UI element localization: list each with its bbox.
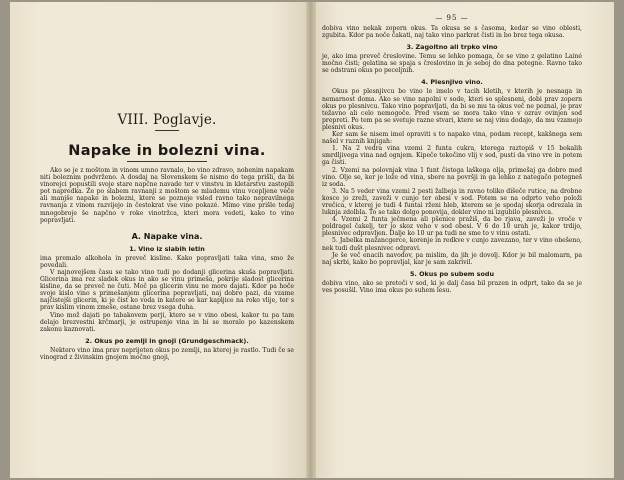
chapter-rule [155,130,179,131]
recipe-2: 2. Vzemi na polovnjak vina 1 funt čistega laškega olja, primešaj ga dobro med vino. Olje se, ker je lože od vina, sbere na površji in ga lehko z nategačo potegneš iz soda. [322,166,582,188]
recipe-4: 4. Vzemi 2 funta ječmena ali pšenice pražiš, da bo rjava, zaveži jo vroče v poldragel čakelj, ter jo skoz veho v sod obesi. V 6 do 10 urah je, kakor trdijo, plesnivec odpravljen. Dalje ko 10 ur pa tudi ne sme to v vinu ostati. [322,216,582,238]
paragraph-5: je, ako ima preveč čreslovine. Temu se lehko pomaga, če se vino z gelatino Lainé močno čisti; gelatina se spaja s čreslovino in je seboj do dna potegne. Ravno tako se odstrani okus po peceljnih. [322,53,582,75]
subheading-1: 1. Vino iz slabih letin [129,244,205,253]
book-gutter [306,2,316,478]
paragraph-4: Nektero vino ima prav neprijeten okus po zemlji, na kterej je rastlo. Tudi če se vinograd z živinskim gnojem močno gnoji, [40,346,294,361]
paragraph-6: Okus po plesnjivcu bo vino le imelo v tacih kletih, v kterih je nesnaga in nemarnost doma. Ako se vino napolni v sode, kteri so splesneni, dobi prav zopern okus po plesnivcu. Tako vino popravljati, da bi se mu ta okus več ne poznal, je prav težavno ali celo nemogoče. Pred vsem se mora tako vino v ozrav ovinjen sod prepreti. Po tem pa se svetuje razne stvari, ktere se naj vinu dodajo, da mu vzamejo plesnivi okus. [322,88,582,131]
recipe-5: 5. Jabelka mažancgerce, korenje in redkve v cunjo zavezano, ter v vino obešeno, nek tudi dušt plesnivec odpravi. [322,237,582,252]
paragraph-7: Ker sam še nisem imel opraviti s to napako vina, podam recept, kakšnega sem našel v raznih knjigah: [322,131,582,146]
subheading-2: 2. Okus po zemlji in gnoji (Grundgeschmack). [85,336,249,345]
section-heading-a: A. Napake vina. [131,231,203,241]
intro-paragraph: Ako se je z moštom in vinom umno ravnalo, bo vino zdravo, nobenim napakam niti boleznim podvrženo. A dosdaj na Slovenskem še nismo do tega prišli, da bi vinorejci popustili svoje stare napčne navade ter v vinstvu in kletarstvu zastopili pot napredka. Že po slabem ravnanji z moštom se mlademu vinu vcepljene veče ali manjše napake in bolezni, ktere se pozneje vsled ravno tako nepravilnega ravnanja z vinom razvijejo in čestokrat vse vino pokazé. Mimo vine prišle tedaj mnogobroje še napčno v roke vinotržca, kteri mora vedeti, kako to vino popravljati. [40,167,294,224]
paragraph-closing: Je še več enacih navodov, pa mislim, da jih je dovolj. Kdor je bil malomarn, pa naj skrbi, kako bo popravljal, kar je sam zakrivil. [322,251,582,266]
paragraph-last: dobiva vino, ako se pretoči v sod, ki je dalj časa bil prazen in odprt, tako da se je ves posušil. Vino ima okus po suhem lesu. [322,279,582,294]
book-spread [10,2,614,478]
right-page [308,2,614,478]
title-rule [127,161,207,162]
paragraph-continued: dobiva vino nekak zopern okus. Ta okusa se s časoma, kedar se vino oblesti, zgubita. Kdor pa noče čakati, naj tako vino parkrat čisti in bo brez tega okusa. [322,25,582,40]
subheading-3: 3. Zagoltno ali trpko vino [406,43,498,52]
paragraph-3: Vino mož dajati po tabakovem perji, ktero se v vino obesi, kakor tu pa tam delajo brezvestni krčmarji, je ostrupenje vina in bi se moralo po kazenskem zakonu kaznovati. [40,311,294,333]
chapter-title: Napake in bolezni vina. [68,143,266,159]
recipe-1: 1. Na 2 vedra vina vzemi 2 funta cukra, kterega raztopiš v 15 bokalih smrdljivega vina nad ognjem. Kipeče tekočino vlij v sod, pusti da vino vre in potem ga čisti. [322,145,582,167]
page-number: — 95 — [435,14,469,22]
chapter-heading: VIII. Poglavje. [117,112,217,128]
paragraph-1: ima premalo alkohola in preveč kisline. Kako popravljati taka vina, smo že povedali. [40,254,294,269]
paragraph-2: V najnovejšem času se tako vino tudi po dodanji glicerina skuša popravljati. Glicerina ima rez sladek okus in ako se vinu primeša, pokrije sladost glicerina kisline, da se preveč ne čuti. Moč pa glicerin vinu ne more dajati. Kdor pa hoče svoje kislo vino s primešanjem glicerina popravljati, naj dobro pazi, da vzame najčistejši glicerin, ki je čist ko voda in katere se kar kapljice na roko vlije, ter s prav kislim vinom zmeše, ostane brez vsega duha. [40,268,294,312]
recipe-3: 3. Na 5 veder vina vzemi 2 pesti žalbeja in ravno toliko dišeče rutice, na drobne kosce jo zreži, zaveži v cunjo ter obesi v sod. Potem se na odprto veho položi vrečica, v kterej je tudi 4 funtai rženi hleb, kterem se je spodaj skorja odrezala in luknja zdolbla. To se tako dolgo ponovija, dokler vino ni izgubilo plesnivca. [322,187,582,217]
subheading-4: 4. Plesnjivo vino. [421,78,483,87]
subheading-5: 5. Okus po subem sodu [409,269,494,278]
left-page [10,2,308,478]
